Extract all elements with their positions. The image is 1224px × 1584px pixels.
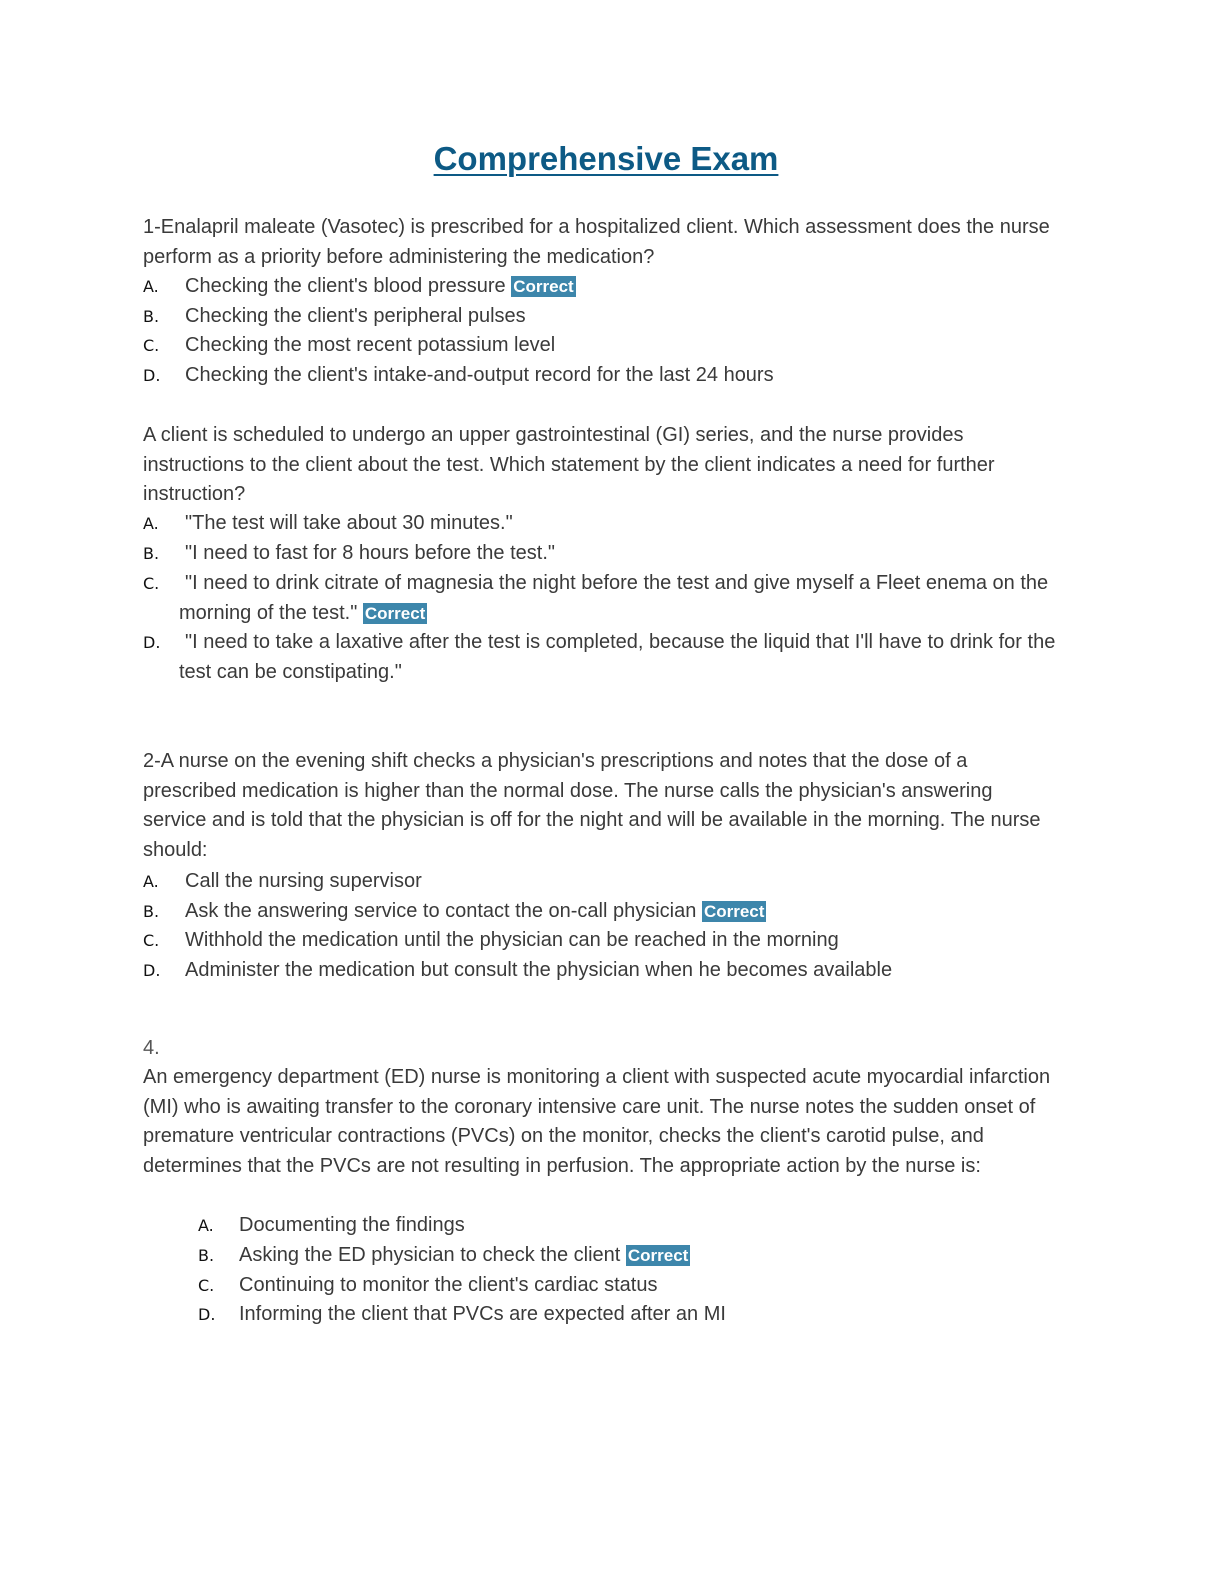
option-letter: D. [143,366,161,385]
question-2-stem: 2-A nurse on the evening shift checks a physician's prescriptions and notes that the dose of a prescribed medication is higher than the normal dose. The nurse calls the physician's answering service and is told that the physician is off for the night and will be available in the morning. The nurse should: [143,750,1041,862]
option-text: "I need to drink citrate of magnesia the night before the test and give myself a Fleet enema on the morning of the test." [179,572,1049,624]
option-text: Continuing to monitor the client's cardiac status [239,1274,658,1296]
option-text: Checking the client's blood pressure [185,275,506,297]
correct-badge: Correct [627,1246,689,1265]
option [143,956,892,986]
option [143,331,555,361]
option-text: Asking the ED physician to check the client [239,1244,621,1266]
option-letter: A. [143,277,159,296]
option-text: Documenting the findings [239,1214,465,1236]
option [143,509,513,539]
option-letter: A. [198,1216,214,1235]
option [198,1271,657,1301]
option [143,628,1073,687]
option-text: Informing the client that PVCs are expected after an MI [239,1303,726,1325]
option [198,1241,690,1271]
option-letter: B. [143,902,160,921]
option-letter: C. [143,336,160,355]
option-text: Call the nursing supervisor [185,870,422,892]
option-letter: C. [143,931,160,950]
option [143,897,766,927]
option [143,361,774,391]
option-letter: D. [198,1305,216,1324]
question-number: 4. [143,1037,160,1059]
option-letter: D. [143,633,161,652]
option-text: Withhold the medication until the physician can be reached in the morning [185,929,839,951]
option [143,302,526,332]
option [143,926,839,956]
option-letter: A. [143,514,159,533]
page-title: Comprehensive Exam [433,140,779,177]
correct-badge: Correct [703,902,765,921]
correct-badge: Correct [364,603,426,623]
option-text: Ask the answering service to contact the on-call physician [185,900,697,922]
correct-badge: Correct [513,277,574,296]
option [143,272,1083,302]
question-1-stem: 1-Enalapril maleate (Vasotec) is prescribed for a hospitalized client. Which assessment does the nurse perform as a priority before administering the medication? [143,216,1050,268]
question-4-stem: An emergency department (ED) nurse is monitoring a client with suspected acute myocardial infarction (MI) who is awaiting transfer to the coronary intensive care unit. The nurse notes the sudden onset of premature ventricular contractions (PVCs) on the monitor, checks the client's carotid pulse, and determines that the PVCs are not resulting in perfusion. The appropriate action by the nurse is: [143,1066,1051,1178]
option-text: "I need to fast for 8 hours before the test." [185,542,555,564]
option-letter: D. [143,961,161,980]
option-letter: C. [143,574,160,593]
option [143,867,422,897]
question-gi-stem: A client is scheduled to undergo an upper gastrointestinal (GI) series, and the nurse provides instructions to the client about the test. Which statement by the client indicates a need for further instruction? [143,424,995,506]
option-text: Administer the medication but consult the physician when he becomes available [185,959,893,981]
option [143,569,1073,628]
option-letter: B. [198,1246,215,1265]
option-letter: A. [143,872,159,891]
option [198,1211,465,1241]
option-text: Checking the client's peripheral pulses [185,305,526,327]
option-letter: B. [143,544,160,563]
option [198,1300,726,1330]
option-text: "I need to take a laxative after the test is completed, because the liquid that I'll have to drink for the test can be constipating." [179,631,1056,683]
option-text: "The test will take about 30 minutes." [185,512,513,534]
option-letter: C. [198,1276,215,1295]
option-text: Checking the client's intake-and-output record for the last 24 hours [185,364,774,386]
option [143,539,555,569]
option-text: Checking the most recent potassium level [185,334,556,356]
option-letter: B. [143,307,160,326]
